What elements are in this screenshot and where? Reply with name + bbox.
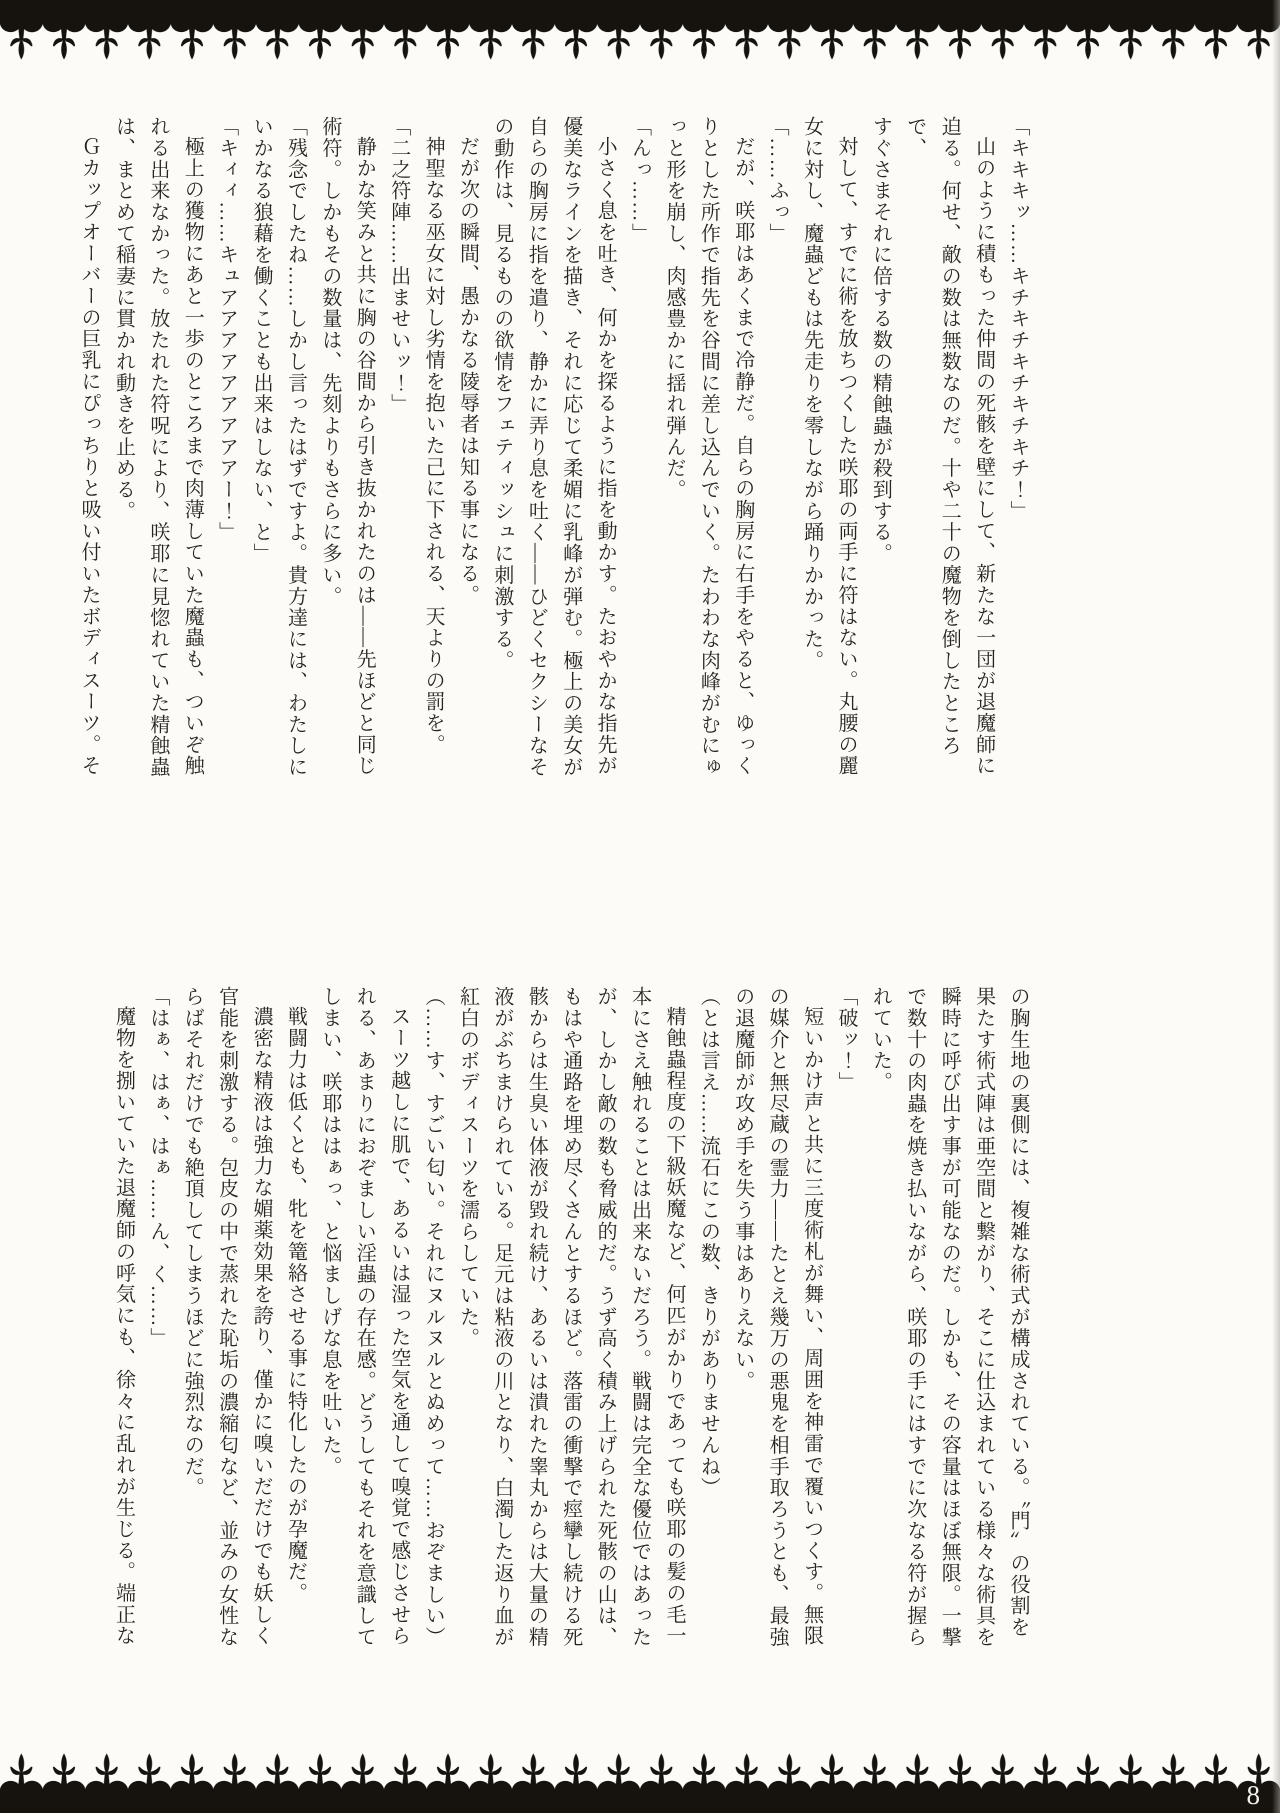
text-line: 短いかけ声と共に三度術札が舞い、周囲を神雷で覆いつくす。無限: [800, 1006, 823, 1647]
text-line: 「残念でしたね……しかし言ったはずですよ。貴方達には、わたしに: [284, 116, 307, 778]
text-line: 静かな笑みと共に胸の谷間から引き抜かれたのは——先ほどと同じ: [353, 136, 376, 777]
text-line: 「……ふっ」: [766, 116, 789, 245]
text-line: 戦闘力は低くとも、牝を篭絡させる事に特化したのが孕魔だ。: [284, 1006, 307, 1604]
text-line: らばそれだけでも絶頂してしまうほどに強烈なのだ。: [181, 986, 204, 1499]
text-line: の胸生地の裏側には、複雑な術式が構成されている。〝門〟の役割を: [1007, 986, 1029, 1638]
scan-edge-shading: [1272, 0, 1280, 1813]
text-line: 優美なラインを描き、それに応じて柔媚に乳峰が弾む。極上の美女が: [559, 116, 582, 778]
text-line: もはや通路を埋め尽くさんとするほど。落雷の衝撃で痙攣し続ける死: [559, 986, 582, 1648]
text-line: すぐさまそれに倍する数の精蝕蟲が殺到する。: [869, 116, 892, 565]
text-line: っと形を崩し、肉感豊かに揺れ弾んだ。: [662, 116, 685, 501]
text-line: 「二之符陣……出ませいッ！」: [387, 116, 410, 415]
text-line: は、まとめて稲妻に貫かれ動きを止める。: [112, 116, 135, 522]
text-line: 極上の獲物にあと一歩のところまで肉薄していた魔蟲も、ついぞ触: [181, 136, 204, 777]
text-line: 「んっ……」: [628, 116, 651, 245]
text-line: だが、咲耶はあくまで冷静だ。自らの胸房に右手をやると、ゆっく: [731, 136, 754, 777]
page-number: 8: [1246, 1780, 1260, 1810]
text-line: だが次の瞬間、愚かなる陵辱者は知る事になる。: [456, 136, 479, 606]
text-line: （……す、すごい匂い。それにヌルヌルとぬめって……おぞましい）: [422, 986, 445, 1648]
text-line: 濃密な精液は強力な媚薬効果を誇り、僅かに嗅いだだけでも妖しく: [250, 1006, 273, 1647]
text-line: 本にさえ触れることは出来ないだろう。戦闘は完全な優位ではあった: [628, 986, 651, 1648]
text-line: スーツ越しに肌で、あるいは湿った空気を通して嗅覚で感じさせら: [387, 1006, 410, 1647]
text-line: しまい、咲耶ははぁっ、と悩ましげな息を吐いた。: [318, 986, 341, 1478]
text-line: 神聖なる巫女に対し劣情を抱いた己に下される、天よりの罰を。: [422, 136, 445, 756]
upper-text-block: [78, 116, 1035, 788]
text-line: 紅白のボディスーツを濡らしていた。: [456, 986, 479, 1349]
text-line: Ｇカップオーバーの巨乳にぴっちりと吸い付いたボディスーツ。そ: [78, 136, 101, 777]
text-line: 山のように積もった仲間の死骸を壁にして、新たな一団が退魔師に: [972, 136, 995, 777]
text-line: で数十の肉蟲を焼き払いながら、咲耶の手にはすでに次なる符が握ら: [903, 986, 926, 1648]
text-line: れていた。: [869, 986, 892, 1093]
text-line: 対して、すでに術を放ちつくした咲耶の両手に符はない。丸腰の麗: [834, 136, 857, 777]
text-line: が、しかし敵の数も脅威的だ。うず高く積み上げられた死骸の山は、: [594, 986, 617, 1648]
text-line: 「はぁ、はぁ、はぁ……ん、く……」: [146, 986, 169, 1349]
decorative-border-bottom: [0, 1751, 1280, 1813]
text-line: 女に対し、魔蟲どもは先走りを零しながら踊りかかった。: [800, 116, 823, 672]
text-line: りとした所作で指先を谷間に差し込んでいく。たわわな肉峰がむにゅ: [697, 116, 720, 778]
decorative-border-top: [0, 0, 1280, 62]
fleur-de-lis-border-pattern: [0, 0, 1280, 62]
text-line: 迫る。何せ、敵の数は無数なのだ。十や二十の魔物を倒したところで、: [903, 116, 961, 757]
text-line: れる、あまりにおぞましい淫蟲の存在感。どうしてもそれを意識して: [353, 986, 376, 1648]
text-line: いかなる狼藉を働くことも出来はしない、と」: [250, 116, 273, 565]
lower-text-block: [104, 986, 1035, 1658]
text-line: 「キキキッ……キチキチキチキチキチ！」: [1007, 116, 1029, 522]
text-line: 術符。しかもその数量は、先刻よりもさらに多い。: [318, 116, 341, 608]
fleur-de-lis-border-pattern: [0, 1751, 1280, 1813]
text-line: 自らの胸房に指を遣り、静かに弄り息を吐く——ひどくセクシーなそ: [525, 116, 548, 778]
text-line: 骸からは生臭い体液が毀れ続け、あるいは潰れた睾丸からは大量の精: [525, 986, 548, 1648]
text-line: 小さく息を吐き、何かを探るように指を動かす。たおやかな指先が: [594, 136, 617, 777]
text-line: 「キィィ……キュアアアアアアアアアー！」: [215, 116, 238, 543]
text-line: 「破ッ！」: [834, 986, 857, 1093]
text-line: 液がぶちまけられている。足元は粘液の川となり、白濁した返り血が: [490, 986, 513, 1648]
text-line: の退魔師が攻め手を失う事はありえない。: [731, 986, 754, 1392]
text-line: 官能を刺激する。包皮の中で蒸れた恥垢の濃縮匂など、並みの女性な: [215, 986, 238, 1648]
text-line: 瞬時に呼び出す事が可能なのだ。しかも、その容量はほぼ無限。一撃: [938, 986, 961, 1648]
text-line: れる出来なかった。放たれた符呪により、咲耶に見惚れていた精蝕蟲: [146, 116, 169, 778]
text-line: 精蝕蟲程度の下級妖魔など、何匹がかりであっても咲耶の髪の毛一: [662, 1006, 685, 1647]
text-line: の媒介と無尽蔵の霊力——たとえ幾万の悪鬼を相手取ろうとも、最強: [766, 986, 789, 1648]
text-line: （とは言え……流石にこの数、きりがありませんね）: [697, 986, 720, 1499]
text-line: 魔物を捌いていた退魔師の呼気にも、徐々に乱れが生じる。端正な: [112, 1006, 135, 1647]
text-line: 果たす術式陣は亜空間と繋がり、そこに仕込まれている様々な術具を: [972, 986, 995, 1648]
text-line: の動作は、見るものの欲情をフェティッシュに刺激する。: [490, 116, 513, 672]
